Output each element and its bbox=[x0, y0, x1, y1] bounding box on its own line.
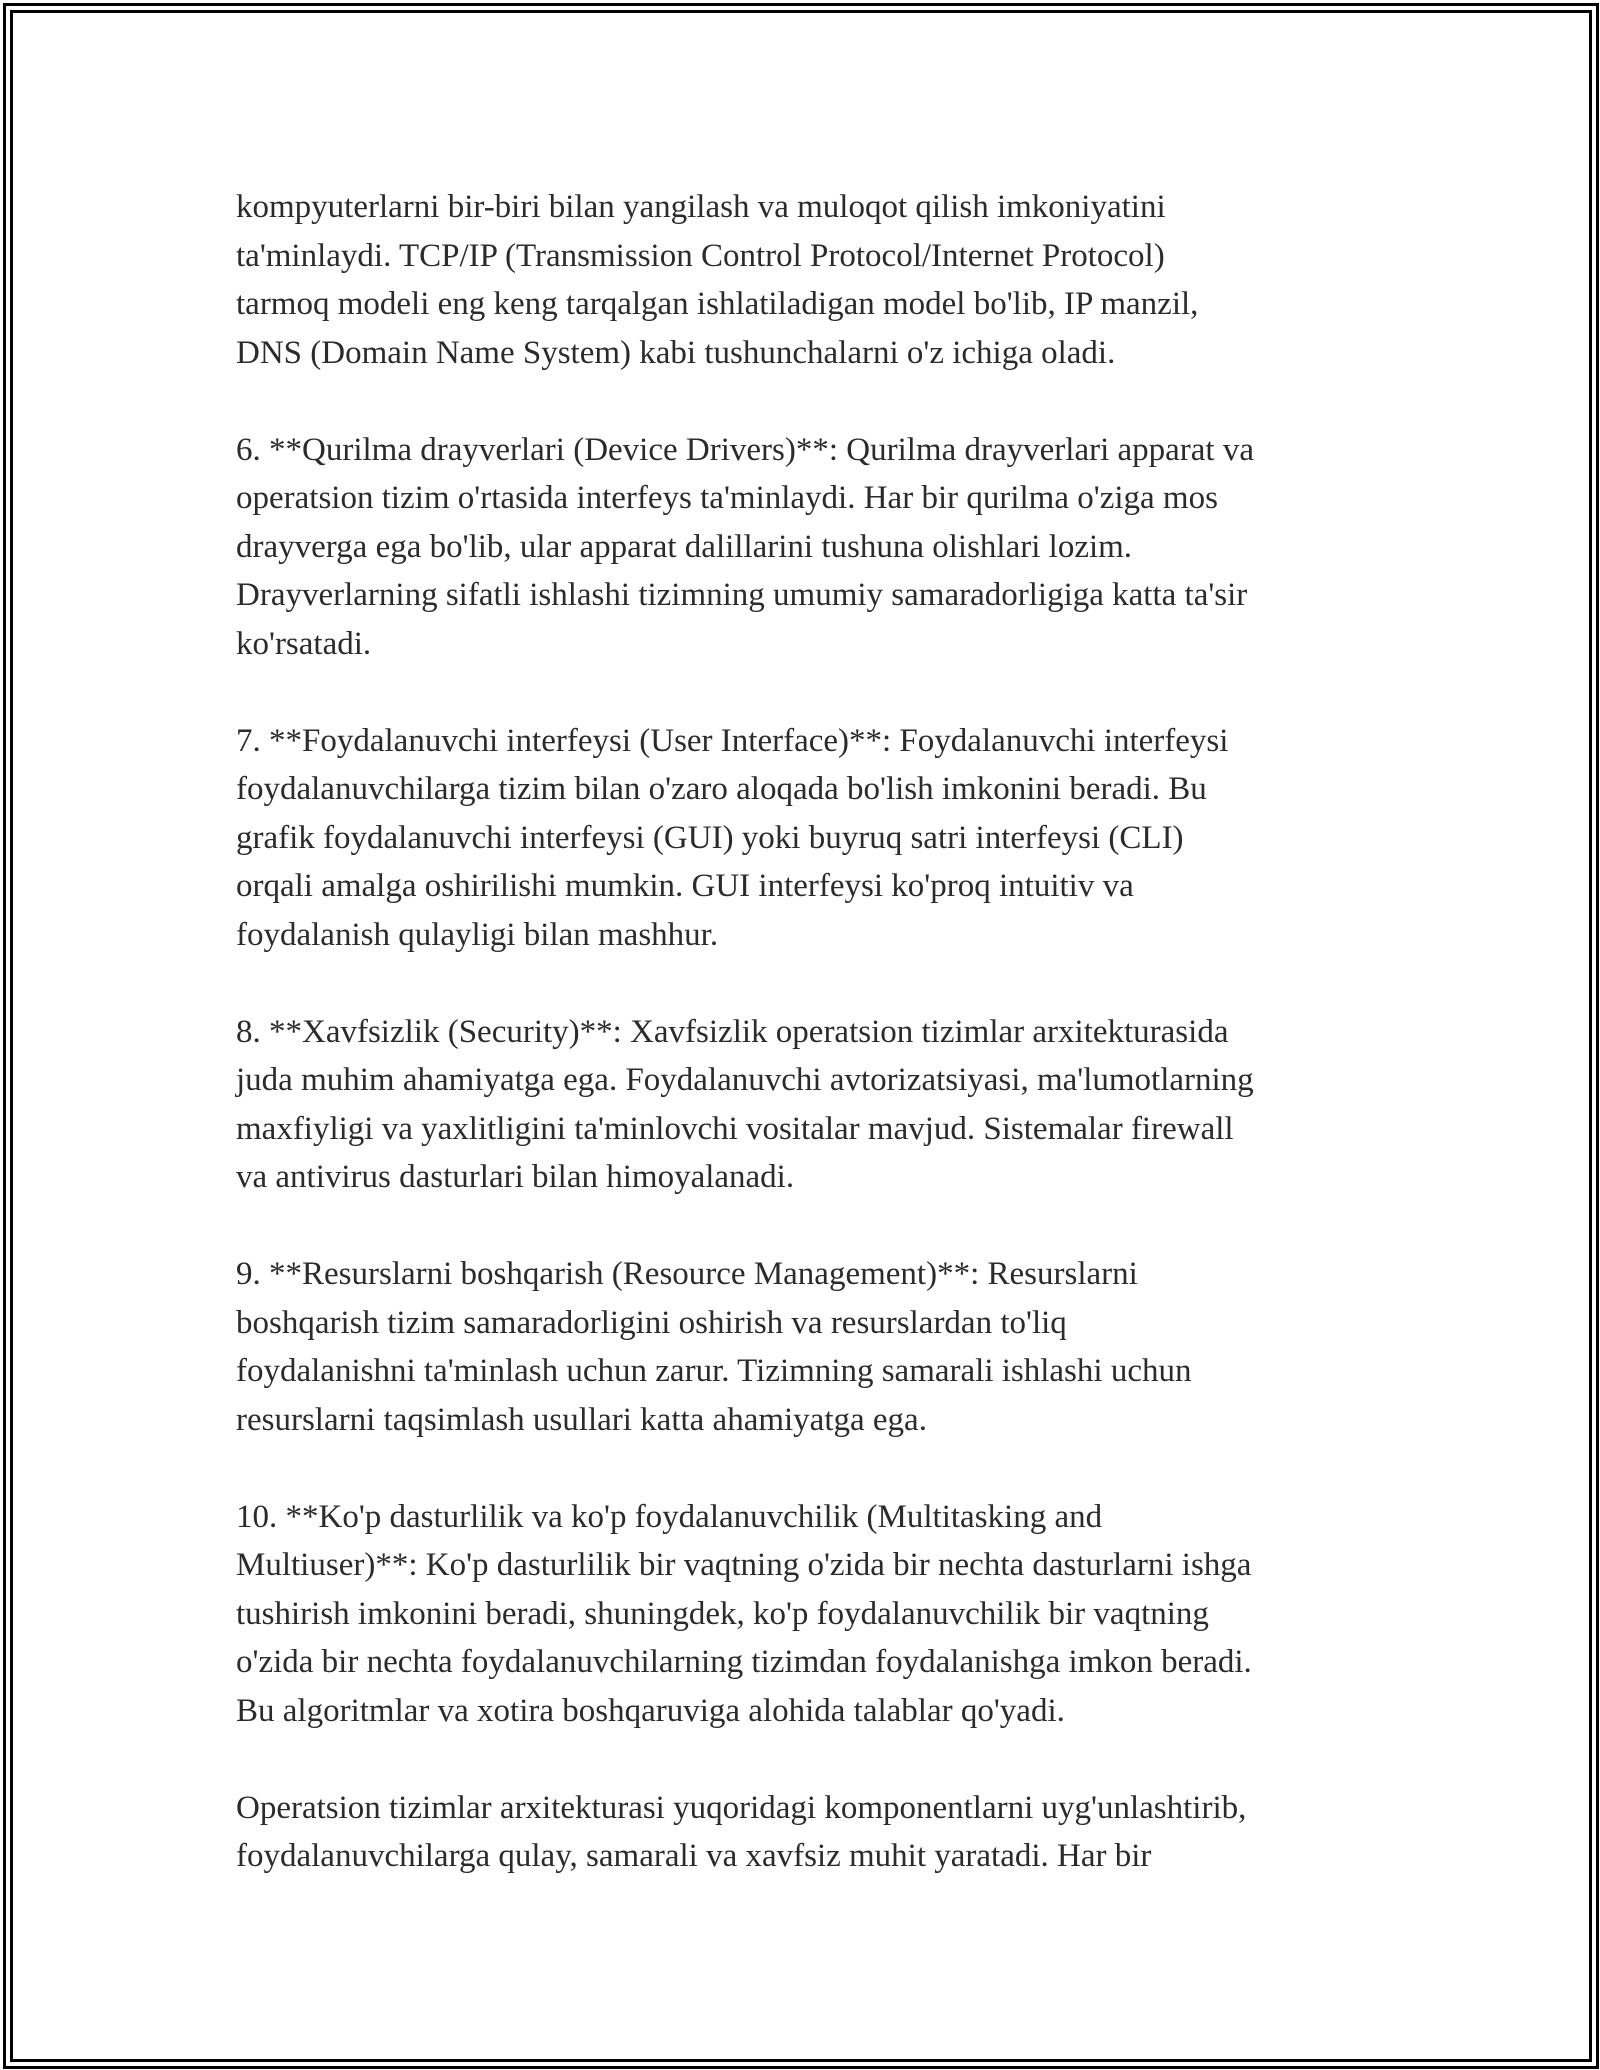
paragraph-user-interface: 7. **Foydalanuvchi interfeysi (User Interface)**: Foydalanuvchi interfeysi foydalanuvchilarga tizim bilan o'zaro aloqada bo'lish imkonini beradi. Bu grafik foydalanuvchi interfeysi (GUI) yoki buyruq satri interfeysi (CLI) orqali amalga oshirilishi mumkin. GUI interfeysi ko'proq intuitiv va foydalanish qulayligi bilan mashhur. bbox=[236, 722, 1229, 953]
paragraph-network-continuation: kompyuterlarni bir-biri bilan yangilash va muloqot qilish imkoniyatini ta'minlaydi. TCP/IP (Transmission Control Protocol/Internet Protocol) tarmoq modeli eng keng tarqalgan ishlatiladigan model bo'lib, IP manzil, DNS (Domain Name System) kabi tushunchalarni o'z ichiga oladi. bbox=[236, 189, 1199, 371]
paragraph-multitasking: 10. **Ko'p dasturlilik va ko'p foydalanuvchilik (Multitasking and Multiuser)**: Ko'p dasturlilik bir vaqtning o'zida bir nechta dasturlarni ishga tushirish imkonini beradi, shuningdek, ko'p foydalanuvchilik bir vaqtning o'zida bir nechta foydalanuvchilarning tizimdan foydalanishga imkon beradi. Bu algoritmlar va xotira boshqaruviga alohida talablar qo'yadi. bbox=[236, 1498, 1252, 1729]
paragraph-security: 8. **Xavfsizlik (Security)**: Xavfsizlik operatsion tizimlar arxitekturasida juda muhim ahamiyatga ega. Foydalanuvchi avtorizatsiyasi, ma'lumotlarning maxfiyligi va yaxlitligini ta'minlovchi vositalar mavjud. Sistemalar firewall va antivirus dasturlari bilan himoyalanadi. bbox=[236, 1013, 1254, 1195]
paragraph-resource-management: 9. **Resurslarni boshqarish (Resource Management)**: Resurslarni boshqarish tizim samaradorligini oshirish va resurslardan to'liq foydalanishni ta'minlash uchun zarur. Tizimning samarali ishlashi uchun resurslarni taqsimlash usullari katta ahamiyatga ega. bbox=[236, 1256, 1192, 1438]
document-body bbox=[236, 183, 1376, 1881]
paragraph-device-drivers: 6. **Qurilma drayverlari (Device Drivers)**: Qurilma drayverlari apparat va operatsion tizim o'rtasida interfeys ta'minlaydi. Har bir qurilma o'ziga mos drayverga ega bo'lib, ular apparat dalillarini tushuna olishlari lozim. Drayverlarning sifatli ishlashi tizimning umumiy samaradorligiga katta ta'sir ko'rsatadi. bbox=[236, 431, 1254, 662]
paragraph-conclusion: Operatsion tizimlar arxitekturasi yuqoridagi komponentlarni uyg'unlashtirib, foydalanuvchilarga qulay, samarali va xavfsiz muhit yaratadi. Har bir bbox=[236, 1789, 1247, 1874]
